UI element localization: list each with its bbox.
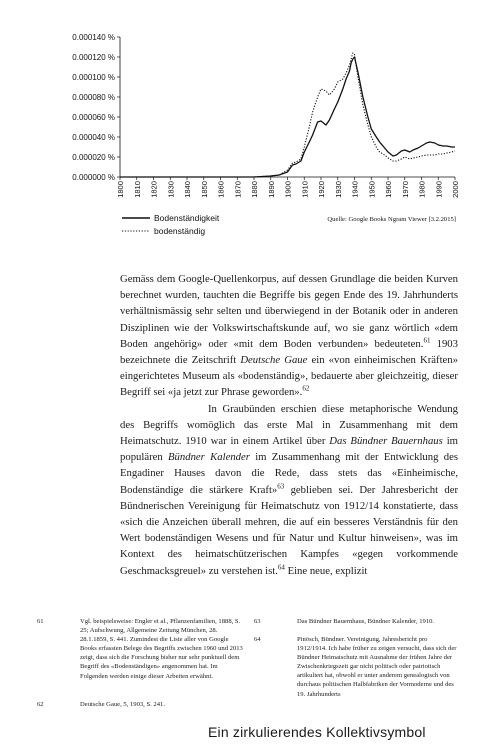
x-tick-label: 1900 (283, 181, 293, 198)
x-tick-label: 1840 (183, 181, 192, 198)
x-tick-label: 1830 (166, 181, 176, 198)
paragraph-2-part-c: im Zusammenhang mit der Entwicklung des Engadiner Hauses davon die Rede, dass stets das «Einheimische, Bodenständige die stärkere Kraft» (120, 451, 458, 496)
x-tick-label: 1810 (132, 181, 142, 198)
footnote-ref-64: 64 (277, 563, 285, 572)
x-tick-label: 1950 (367, 181, 377, 198)
x-tick-label: 1820 (149, 181, 159, 198)
legend-label-bodenstaendig: bodenständig (154, 226, 206, 236)
footnote-number: 63 (254, 618, 261, 625)
y-tick-label: 0.000060 % (72, 113, 115, 122)
footnote-text: Deutsche Gaue, 5, 1903, S. 241. (80, 701, 165, 708)
series-line-bodenstaendig (120, 53, 455, 177)
chart-axes (120, 37, 455, 177)
paragraph-2 (120, 401, 458, 579)
x-tick-label: 1960 (384, 181, 393, 198)
y-tick-label: 0.000040 % (72, 133, 115, 142)
y-tick-label: 0.000020 % (72, 153, 115, 162)
x-tick-label: 1890 (266, 181, 276, 198)
footnote-ref-62: 62 (302, 384, 310, 393)
y-tick-label: 0.000100 % (72, 73, 115, 82)
x-tick-label: 1870 (233, 181, 243, 198)
y-tick-labels (72, 33, 120, 182)
paragraph-2-part-b: im populären (120, 435, 458, 464)
x-tick-label: 1990 (434, 181, 444, 198)
y-tick-label: 0.000120 % (72, 53, 115, 62)
footnote-ref-63: 63 (277, 482, 285, 491)
y-tick-label: 0.000080 % (72, 93, 115, 102)
x-tick-label: 1970 (400, 181, 410, 198)
y-tick-label: 0.000140 % (72, 33, 115, 42)
x-tick-label: 1860 (216, 181, 226, 198)
x-tick-label: 1910 (300, 181, 310, 198)
x-tick-label: 1980 (417, 181, 427, 198)
paragraph-1 (120, 271, 458, 401)
series-lines (120, 53, 455, 177)
paragraph-2-part-d: geblieben sei. Der Jahresbericht der Bündnerischen Vereinigung für Heimatschutz von 1912/14 konstatierte, dass «sich die Anzeichen überall mehren, die auf ein besseres Verständnis für den Wert bodenständigen Wesens und für Natur und Kultur hinweisen», was im Kontext des heimatschützerischen Kampfes «gegen vorkommende Geschmacksgreuel» zu verstehen ist. (120, 483, 459, 577)
footnote-number: 64 (254, 636, 261, 643)
x-tick-label: 1920 (317, 181, 326, 198)
paragraph-2-title-bauernhaus: Das Bündner Bauernhaus (329, 435, 443, 448)
footnote-number: 61 (37, 618, 44, 625)
chart-legend (122, 213, 220, 236)
x-tick-label: 1940 (350, 181, 360, 198)
paragraph-1-part-a: Gemäss dem Google-Quellenkorpus, auf dessen Grundlage die beiden Kurven berechnet wurden, tauchten die Begriffe bis gegen Ende des 19. Jahrhunderts verhältnismässig sehr selten und überwiegend in der Botanik oder in anderen Disziplinen wie der Volkswirtschaftskunde auf, wo sie ganz wörtlich «dem Boden angehörig» oder «mit dem Boden verbunden» bedeuteten. (120, 273, 458, 350)
paragraph-2-part-a: In Graubünden erschien diese metaphorische Wendung des Begriffs womöglich das erste Mal in Zusammenhang mit dem Heimatschutz. 1910 war in einem Artikel über (120, 402, 458, 448)
running-head: Ein zirkulierendes Kollektivsymbol (208, 724, 426, 740)
chart-source: Quelle: Google Books Ngram Viewer [3.2.2015] (327, 216, 456, 223)
footnote-number: 62 (37, 701, 44, 708)
footnote-ref-61: 61 (423, 336, 431, 345)
x-tick-label: 1930 (333, 181, 343, 198)
y-tick-label: 0.000000 % (72, 173, 115, 182)
ngram-line-chart (0, 0, 500, 245)
x-tick-labels (116, 177, 460, 198)
x-tick-label: 2000 (451, 181, 460, 198)
paragraph-1-part-c: ein «von einheimischen Kräften» eingerichtetes Museum als «bodenständig», bedauerte aber gleichzeitig, dieser Begriff sei «ja jetzt zur Phrase geworden». (120, 354, 458, 399)
footnote-text: Pinösch, Bündner. Vereinigung, Jahresbericht pro 1912/1914. Ich habe früher zu zeigen versucht, dass sich der Bündner Heimatschutz mit Ausnahme der frühen Jahre der Zwischenkriegszeit gar nicht politisch oder patriotisch artikuliert hat, obwohl er unter anderem genealogisch von durchaus politischen Halbfabriken der Vormoderne und des 19. Jahrhunderts (297, 636, 457, 698)
series-line-bodenstaendigkeit (120, 57, 455, 177)
x-tick-label: 1800 (116, 181, 125, 198)
paragraph-1-part-b: 1903 bezeichnete die Zeitschrift (120, 337, 458, 367)
legend-label-bodenstaendigkeit: Bodenständigkeit (154, 213, 220, 223)
footnote-text: Vgl. beispielsweise: Engler et al., Pflanzenfamilien, 1888, S. 25; Aufschwung, Allgemeine Zeitung München, 28. 28.1.1859, S. 441. Zumindest die Liste aller von Google Books erfassten Belege des Begriffs zwischen 1960 und 2013 zeigt, dass sich die Forschung bisher nur sehr punktuell dem Begriff des «Bodenständigen» angenommen hat. Im Folgenden werden einige dieser Arbeiten erwähnt. (80, 618, 243, 680)
paragraph-2-title-kalender: Bündner Kalender (168, 451, 250, 464)
paragraph-2-part-e: Eine neue, explizit (284, 564, 368, 577)
main-text (120, 271, 458, 579)
footnote-text: Das Bündner Bauernhaus, Bündner Kalender, 1910. (297, 618, 435, 625)
paragraph-1-title-deutsche-gaue: Deutsche Gaue (240, 354, 308, 367)
x-tick-label: 1880 (250, 181, 259, 198)
x-tick-label: 1850 (199, 181, 209, 198)
